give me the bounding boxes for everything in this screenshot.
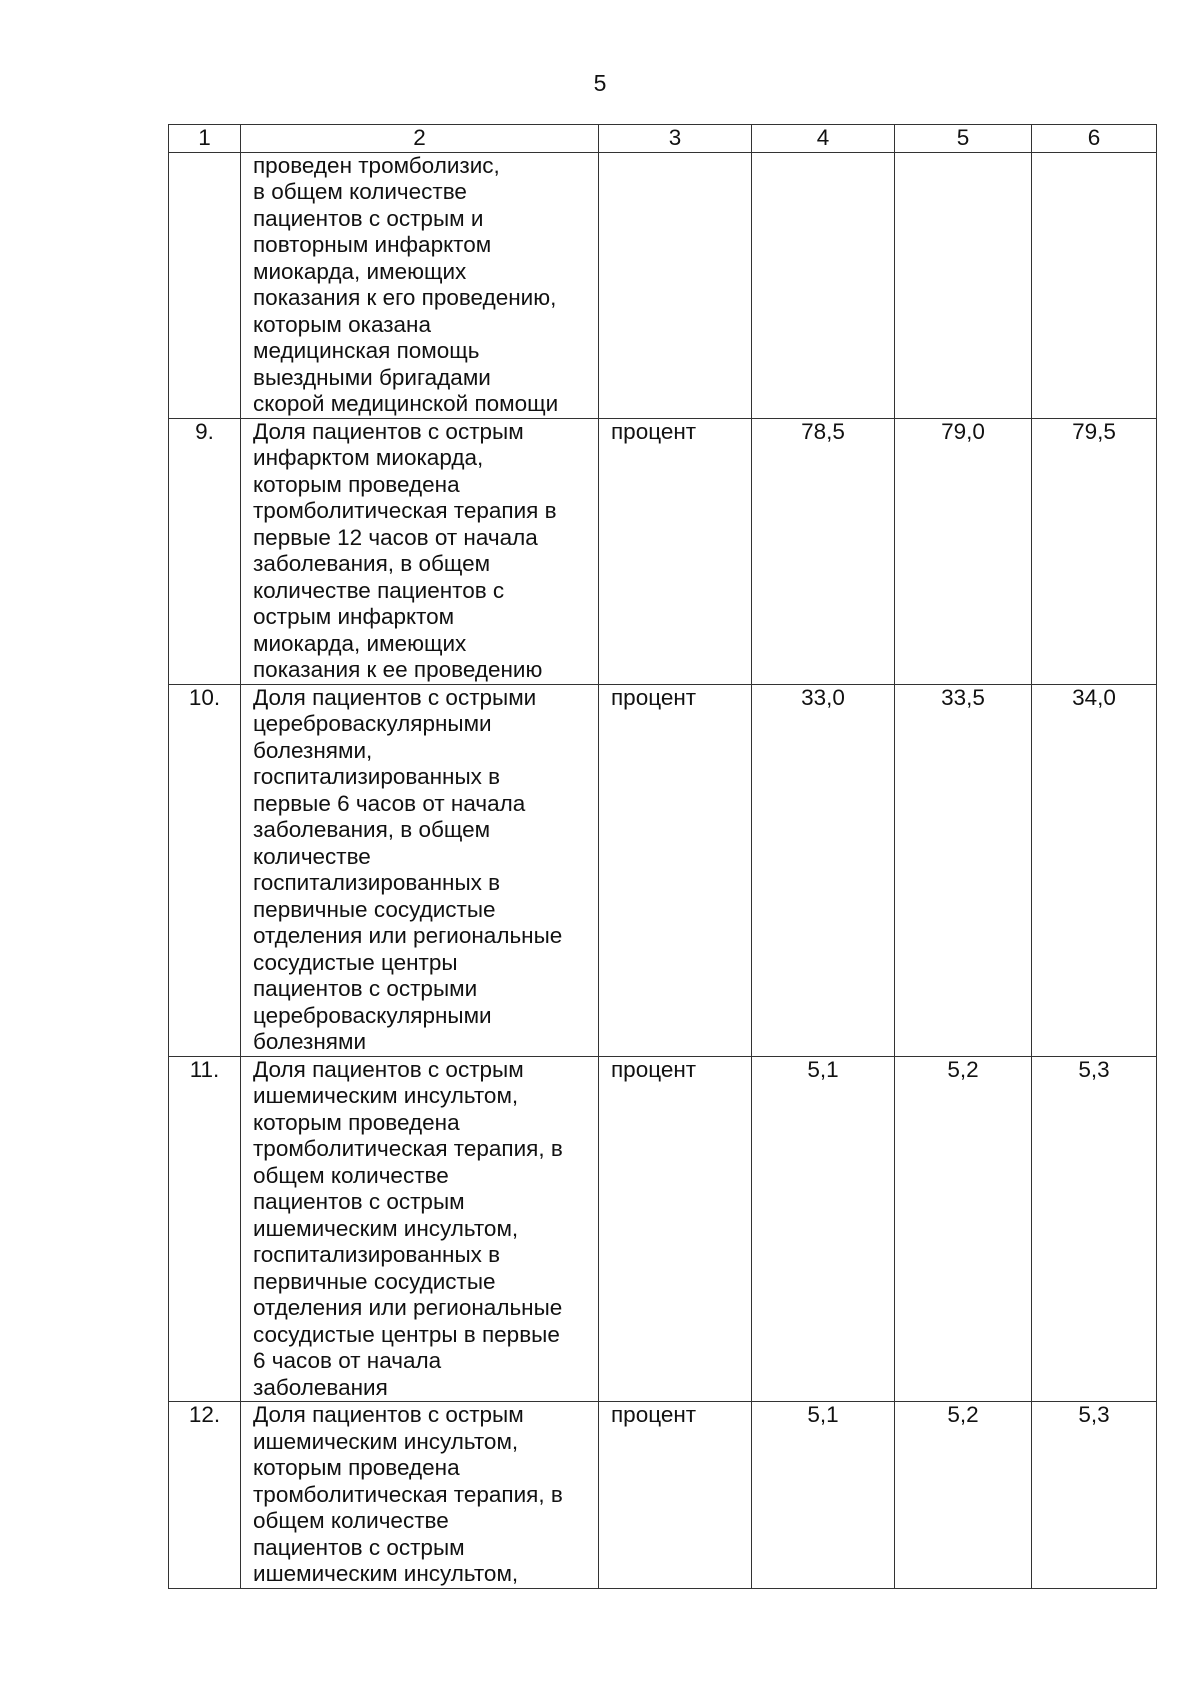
indicator-name-line: болезнями, — [253, 737, 373, 763]
value-cell-col5: 5,2 — [895, 1402, 1032, 1589]
table-row — [169, 418, 1157, 684]
value-cell-col4: 78,5 — [752, 418, 895, 684]
indicator-name-line: пациентов с острым и — [253, 205, 484, 231]
header-cell-6: 6 — [1032, 125, 1157, 153]
indicator-name-line: госпитализированных в — [253, 764, 501, 789]
indicator-name-line: сосудистые центры — [253, 949, 458, 975]
indicator-name-line: Доля пациентов с острым — [253, 1056, 524, 1082]
row-number-cell: 10. — [169, 684, 241, 1056]
row-number-cell: 11. — [169, 1056, 241, 1402]
row-number-cell — [169, 152, 241, 418]
value-cell-col5: 79,0 — [895, 418, 1032, 684]
indicator-name-line: пациентов с острым — [253, 1534, 465, 1560]
header-cell-2: 2 — [241, 125, 599, 153]
indicator-name-line: которым оказана — [253, 311, 431, 337]
indicator-name-line: ишемическим инсультом, — [253, 1083, 519, 1108]
indicator-name-line: которым проведена — [253, 1109, 460, 1135]
header-cell-5: 5 — [895, 125, 1032, 153]
indicator-name-line: общем количестве — [253, 1508, 449, 1533]
value-cell-col6: 79,5 — [1032, 418, 1157, 684]
indicator-name-line: выездными бригадами — [253, 364, 491, 390]
header-cell-1: 1 — [169, 125, 241, 153]
unit-cell: процент — [599, 684, 752, 1056]
indicator-name-cell — [241, 1402, 599, 1589]
indicator-name-line: медицинская помощь — [253, 338, 480, 363]
indicator-name-line: показания к ее проведению — [253, 657, 543, 682]
indicator-name-line: общем количестве — [253, 1162, 449, 1188]
indicator-name-line: миокарда, имеющих — [253, 630, 467, 656]
indicator-name-line: Доля пациентов с острым — [253, 418, 524, 444]
indicator-name-line: количестве пациентов с — [253, 577, 505, 603]
indicator-name-line: проведен тромболизис, — [253, 152, 500, 178]
indicator-name-cell — [241, 684, 599, 1056]
indicator-name-line: ишемическим инсультом, — [253, 1561, 519, 1586]
indicator-name-line: ишемическим инсультом, — [253, 1215, 519, 1241]
indicator-name-line: тромболитическая терапия, в — [253, 1136, 563, 1161]
indicator-name-line: болезнями — [253, 1029, 367, 1054]
value-cell-col6 — [1032, 152, 1157, 418]
indicator-name-line: заболевания, в общем — [253, 551, 491, 576]
indicator-name-cell — [241, 1056, 599, 1402]
indicator-name-line: показания к его проведению, — [253, 285, 557, 310]
indicator-name-line: цереброваскулярными — [253, 711, 492, 736]
page-number: 5 — [593, 70, 607, 96]
indicator-name-line: цереброваскулярными — [253, 1002, 492, 1028]
indicator-name-line: первые 12 часов от начала — [253, 524, 538, 550]
indicator-name-line: Доля пациентов с острым — [253, 1402, 524, 1427]
indicator-name-line: заболевания, в общем — [253, 817, 491, 842]
table-row — [169, 1402, 1157, 1589]
indicator-name-line: пациентов с острыми — [253, 976, 478, 1001]
indicator-name-line: заболевания — [253, 1374, 388, 1400]
row-number-cell: 12. — [169, 1402, 241, 1589]
value-cell-col4: 5,1 — [752, 1402, 895, 1589]
indicator-name-line: ишемическим инсультом, — [253, 1428, 519, 1454]
table-row — [169, 1056, 1157, 1402]
indicator-name-line: отделения или региональные — [253, 1295, 563, 1320]
value-cell-col5: 33,5 — [895, 684, 1032, 1056]
indicator-name-line: первичные сосудистые — [253, 1268, 496, 1294]
unit-cell — [599, 152, 752, 418]
indicator-name-line: первичные сосудистые — [253, 896, 496, 922]
indicator-name-line: пациентов с острым — [253, 1189, 465, 1214]
indicator-name-line: которым проведена — [253, 471, 460, 497]
indicator-name-line: скорой медицинской помощи — [253, 391, 559, 416]
value-cell-col5: 5,2 — [895, 1056, 1032, 1402]
indicator-name-line: в общем количестве — [253, 179, 467, 204]
indicator-name-line: 6 часов от начала — [253, 1348, 442, 1373]
indicator-name-line: инфарктом миокарда, — [253, 445, 484, 470]
indicator-name-line: первые 6 часов от начала — [253, 790, 526, 816]
indicator-name-line: госпитализированных в — [253, 870, 501, 895]
value-cell-col6: 5,3 — [1032, 1056, 1157, 1402]
header-cell-4: 4 — [752, 125, 895, 153]
indicator-name-line: острым инфарктом — [253, 604, 455, 629]
table-row — [169, 152, 1157, 418]
value-cell-col4: 5,1 — [752, 1056, 895, 1402]
header-cell-3: 3 — [599, 125, 752, 153]
indicators-table — [168, 124, 1157, 1589]
indicator-name-cell — [241, 418, 599, 684]
unit-cell: процент — [599, 418, 752, 684]
indicator-name-cell — [241, 152, 599, 418]
indicator-name-line: количестве — [253, 843, 371, 869]
value-cell-col4 — [752, 152, 895, 418]
value-cell-col5 — [895, 152, 1032, 418]
value-cell-col6: 34,0 — [1032, 684, 1157, 1056]
row-number-cell: 9. — [169, 418, 241, 684]
indicator-name-line: отделения или региональные — [253, 923, 563, 948]
unit-cell: процент — [599, 1056, 752, 1402]
indicator-name-line: повторным инфарктом — [253, 232, 492, 257]
indicator-name-line: госпитализированных в — [253, 1242, 501, 1267]
indicator-name-line: Доля пациентов с острыми — [253, 684, 537, 710]
value-cell-col4: 33,0 — [752, 684, 895, 1056]
indicator-name-line: тромболитическая терапия, в — [253, 1481, 563, 1507]
value-cell-col6: 5,3 — [1032, 1402, 1157, 1589]
table-header-row — [169, 125, 1157, 153]
table-row — [169, 684, 1157, 1056]
indicator-name-line: которым проведена — [253, 1455, 460, 1480]
unit-cell: процент — [599, 1402, 752, 1589]
indicator-name-line: миокарда, имеющих — [253, 258, 467, 284]
indicator-name-line: сосудистые центры в первые — [253, 1321, 560, 1347]
indicator-name-line: тромболитическая терапия в — [253, 498, 557, 523]
